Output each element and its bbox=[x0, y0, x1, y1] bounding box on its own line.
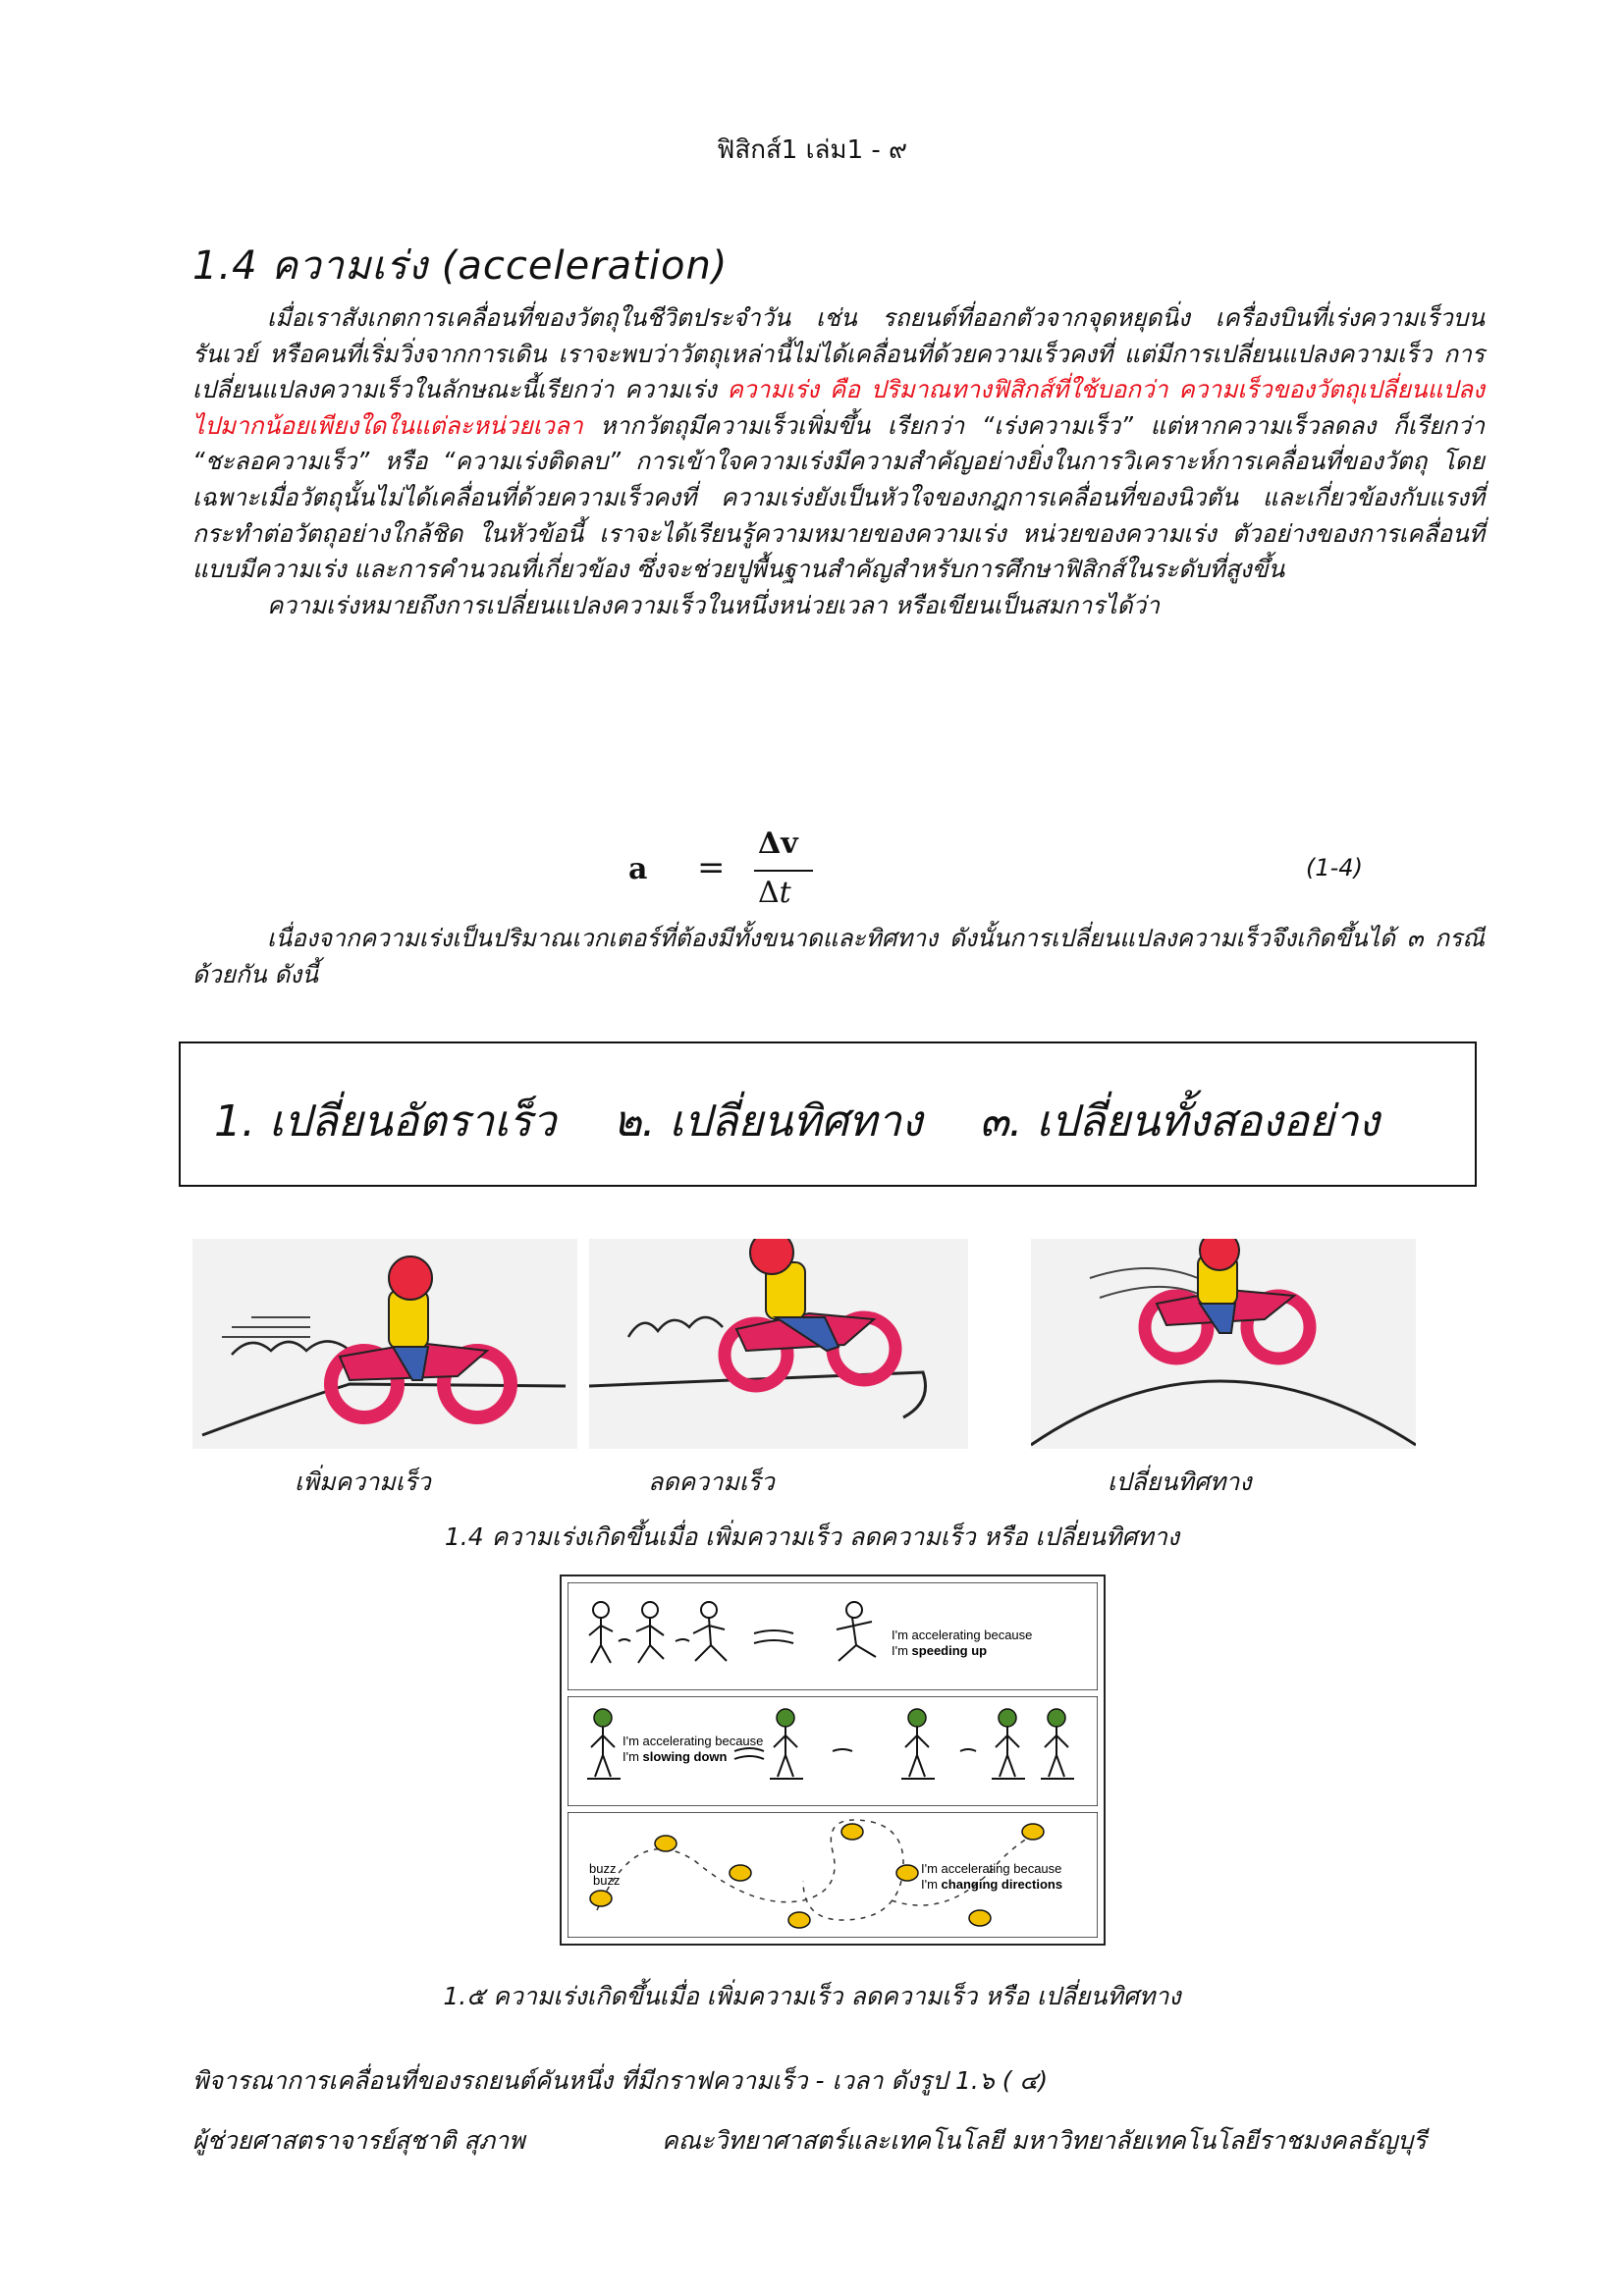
acceleration-comic-figure bbox=[560, 1575, 1106, 1946]
panel2-text-line1: I'm accelerating because bbox=[623, 1734, 764, 1748]
intro-text-b: หากวัตถุมีความเร็วเพิ่มขึ้น เรียกว่า “เร่งความเร็ว” แต่หากความเร็วลดลง ก็เรียกว่า “ชะลอความเร็ว” หรือ “ความเร่งติดลบ” การเข้าใจความเร่งมีความสำคัญอย่างยิ่งในการวิเคราะห์การเคลื่อนที่ของวัตถุ โดยเฉพาะเมื่อวัตถุนั้นไม่ได้เคลื่อนที่ด้วยความเร็วคงที่ ความเร่งยังเป็นหัวใจของกฎการเคลื่อนที่ของนิวตัน และเกี่ยวข้องกับแรงที่กระทำต่อวัตถุอย่างใกล้ชิด ในหัวข้อนี้ เราจะได้เรียนรู้ความหมายของความเร่ง หน่วยของความเร่ง ตัวอย่างของการเคลื่อนที่แบบมีความเร่ง และการคำนวณที่เกี่ยวข้อง ซึ่งจะช่วยปูพื้นฐานสำคัญสำหรับการศึกษาฟิสิกส์ในระดับที่สูงขึ้น bbox=[192, 410, 1485, 584]
panel1-text-prefix: I'm bbox=[892, 1643, 912, 1658]
case-2: ๒. เปลี่ยนทิศทาง bbox=[613, 1096, 923, 1147]
footer-affiliation: คณะวิทยาศาสตร์และเทคโนโลยี มหาวิทยาลัยเทคโนโลยีราชมงคลธัญบุรี bbox=[662, 2126, 1427, 2155]
equation-number: (1-4) bbox=[1306, 854, 1363, 881]
intro-paragraph-1 bbox=[192, 300, 1485, 588]
panel-speeding-up bbox=[568, 1582, 1098, 1690]
cases-text bbox=[214, 1087, 1423, 1155]
label-speeding-up: เพิ่มความเร็ว bbox=[295, 1468, 431, 1496]
eq-lhs: a bbox=[628, 852, 648, 886]
intro-paragraph-3: เนื่องจากความเร่งเป็นปริมาณเวกเตอร์ที่ต้องมีทั้งขนาดและทิศทาง ดังนั้นการเปลี่ยนแปลงความเร็วจึงเกิดขึ้นได้ ๓ กรณีด้วยกัน ดังนี้ bbox=[192, 924, 1485, 988]
panel2-text-line2 bbox=[623, 1749, 728, 1764]
eq-numerator: Δv bbox=[758, 827, 798, 861]
panel2-text-bold: slowing down bbox=[642, 1749, 728, 1764]
panel3-text-bold: changing directions bbox=[941, 1877, 1063, 1892]
panel-changing-directions bbox=[568, 1812, 1098, 1938]
footer-author: ผู้ช่วยศาสตราจารย์สุชาติ สุภาพ bbox=[192, 2126, 525, 2155]
label-changing-direction: เปลี่ยนทิศทาง bbox=[1108, 1468, 1252, 1496]
moto-slowing-down-image bbox=[589, 1239, 968, 1449]
cases-box bbox=[179, 1041, 1477, 1187]
panel3-text-prefix: I'm bbox=[921, 1877, 942, 1892]
label-slowing-down: ลดความเร็ว bbox=[648, 1468, 775, 1496]
panel1-text-line1: I'm accelerating because bbox=[892, 1628, 1033, 1642]
panel-slowing-down bbox=[568, 1696, 1098, 1806]
moto-changing-direction-image bbox=[1031, 1239, 1416, 1449]
buzz-text-1: buzz bbox=[589, 1861, 617, 1876]
figure-caption-1-4: 1.4 ความเร่งเกิดขึ้นเมื่อ เพิ่มความเร็ว ลดความเร็ว หรือ เปลี่ยนทิศทาง bbox=[444, 1522, 1180, 1551]
intro-body bbox=[192, 300, 1485, 623]
eq-denominator bbox=[758, 876, 791, 910]
intro-paragraph-3-wrap bbox=[192, 921, 1485, 992]
panel1-text-bold: speeding up bbox=[911, 1643, 988, 1658]
definition-highlight: ความเร่ง คือ ปริมาณทางฟิสิกส์ที่ใช้บอกว่า ความเร็วของวัตถุเปลี่ยนแปลงไปมากน้อยเพียงใดในแต่ละหน่วยเวลา bbox=[192, 375, 1486, 440]
case-3: ๓. เปลี่ยนทั้งสองอย่าง bbox=[979, 1096, 1380, 1147]
figure-caption-1-5: 1.๕ ความเร่งเกิดขึ้นเมื่อ เพิ่มความเร็ว ลดความเร็ว หรือ เปลี่ยนทิศทาง bbox=[443, 1982, 1181, 2010]
page-header: ฟิสิกส์1 เล่ม1 - ๙ bbox=[716, 135, 908, 165]
eq-den-var: t bbox=[779, 876, 791, 910]
acceleration-equation bbox=[628, 827, 903, 915]
section-title: 1.4 ความเร่ง (acceleration) bbox=[192, 243, 729, 289]
consider-text: พิจารณาการเคลื่อนที่ของรถยนต์คันหนึ่ง ที่มีกราฟความเร็ว - เวลา ดังรูป 1.๖ ( ๔) bbox=[192, 2066, 1049, 2095]
eq-fraction-bar bbox=[754, 870, 813, 872]
intro-text-a: เมื่อเราสังเกตการเคลื่อนที่ของวัตถุในชีวิตประจำวัน เช่น รถยนต์ที่ออกตัวจากจุดหยุดนิ่ง เครื่องบินที่เร่งความเร็วบนรันเวย์ หรือคนที่เริ่มวิ่งจากการเดิน เราจะพบว่าวัตถุเหล่านี้ไม่ได้เคลื่อนที่ด้วยความเร็วคงที่ แต่มีการเปลี่ยนแปลงความเร็ว การเปลี่ยนแปลงความเร็วในลักษณะนี้เรียกว่า ความเร่ง bbox=[192, 303, 1485, 404]
eq-den-delta: Δ bbox=[758, 876, 780, 910]
case-1: 1. เปลี่ยนอัตราเร็ว bbox=[214, 1096, 557, 1147]
panel3-text-line2 bbox=[921, 1877, 1062, 1892]
panel3-text-line1: I'm accelerating because bbox=[921, 1861, 1062, 1876]
eq-equals: = bbox=[697, 848, 726, 887]
panel2-text-prefix: I'm bbox=[623, 1749, 643, 1764]
panel1-text-line2 bbox=[892, 1643, 987, 1658]
buzz-text-2: buzz bbox=[593, 1873, 621, 1888]
intro-paragraph-2: ความเร่งหมายถึงการเปลี่ยนแปลงความเร็วในหนึ่งหน่วยเวลา หรือเขียนเป็นสมการได้ว่า bbox=[267, 590, 1161, 619]
moto-speeding-up-image bbox=[192, 1239, 577, 1449]
